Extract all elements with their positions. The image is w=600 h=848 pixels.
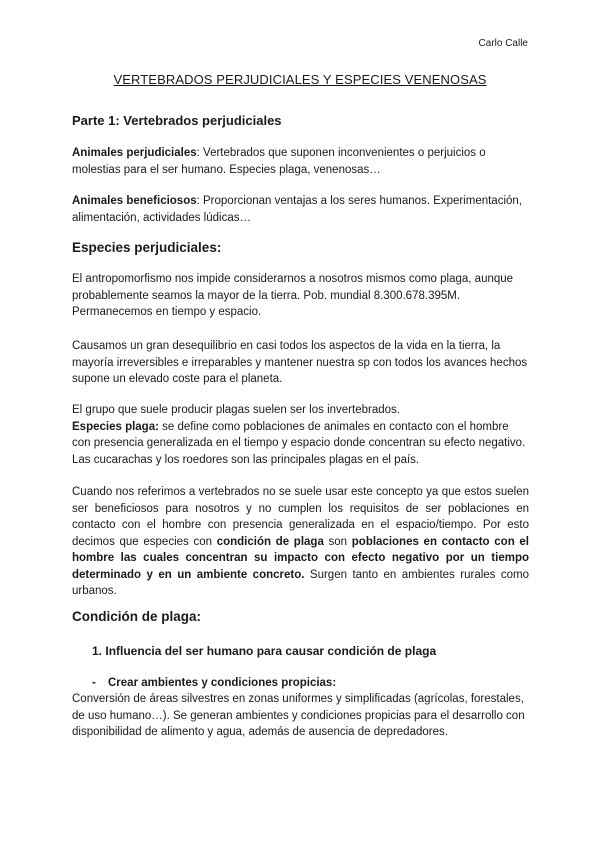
list-heading-text: Influencia del ser humano para causar condición de plaga (105, 644, 437, 658)
definition-text: se define como poblaciones de animales en contacto con el hombre con presencia generalizada en el tiempo y espacio donde concentran su efecto negativo. Las cucarachas y los roedores son las principales plagas en el país. (72, 420, 526, 466)
definition-text: : Proporcionan ventajas a los seres humanos. Experimentación, alimentación, actividades lúdicas… (72, 195, 522, 224)
definition-text: : Vertebrados que suponen inconvenientes o perjuicios o molestias para el ser humano. Especies plaga, venenosas… (72, 147, 486, 176)
paragraph-text: Cuando nos referimos a vertebrados no se suele usar este concepto ya que estos suelen ser beneficiosos para nosotros y no cumplen los requisitos de ser poblaciones en contacto con el hombre con presencia generalizada en el espacio/tiempo. Por esto decimos que especies con (72, 486, 529, 548)
bold-definition: poblaciones en contacto con el hombre las cuales concentran su impacto con efecto negativo por un tiempo determinado y en un ambiente concreto. (72, 535, 529, 581)
paragraph-desequilibrio: Causamos un gran desequilibrio en casi todos los aspectos de la vida en la tierra, la mayoría irreversibles e irreparables y mantener nuestra sp con todos los avances hechos supone un elevado coste para el planeta. (72, 340, 528, 385)
bullet-dash: - (92, 677, 96, 689)
definition-term: Especies plaga: (72, 420, 159, 433)
especies-heading: Especies perjudiciales: (72, 240, 222, 255)
definition-term: Animales perjudiciales (72, 147, 197, 159)
paragraph-antropomorfismo: El antropomorfismo nos impide considerarnos a nosotros mismos como plaga, aunque probablemente seamos la mayor de la tierra. Pob. mundial 8.300.678.395M. Permanecemos en tiempo y espacio. (72, 273, 514, 318)
author-name: Carlo Calle (478, 38, 528, 49)
bullet-item (92, 677, 336, 689)
definition-term: Animales beneficiosos (72, 195, 197, 207)
document-title: VERTEBRADOS PERJUDICIALES Y ESPECIES VENENOSAS (113, 72, 487, 87)
list-number: 1. (92, 644, 103, 658)
numbered-heading (92, 644, 436, 658)
paragraph-grupo (72, 402, 529, 468)
definition-perjudiciales (72, 145, 529, 178)
paragraph-vertebrados (72, 484, 529, 600)
bold-term: condición de plaga (216, 535, 324, 548)
part1-heading: Parte 1: Vertebrados perjudiciales (72, 113, 282, 128)
paragraph-line: El grupo que suele producir plagas suelen ser los invertebrados. (72, 404, 400, 416)
paragraph-text: Surgen tanto en ambientes rurales como urbanos. (72, 568, 529, 597)
condicion-heading: Condición de plaga: (72, 609, 202, 624)
paragraph-text: son (323, 535, 352, 548)
bullet-text: Crear ambientes y condiciones propicias: (108, 677, 337, 689)
paragraph-conversion: Conversión de áreas silvestres en zonas uniformes y simplificadas (agrícolas, forestales, de uso humano…). Se generan ambientes y condiciones propicias para el desarrollo con disponibilidad de alimento y agua, además de ausencia de depredadores. (72, 693, 525, 738)
definition-beneficiosos (72, 193, 529, 226)
